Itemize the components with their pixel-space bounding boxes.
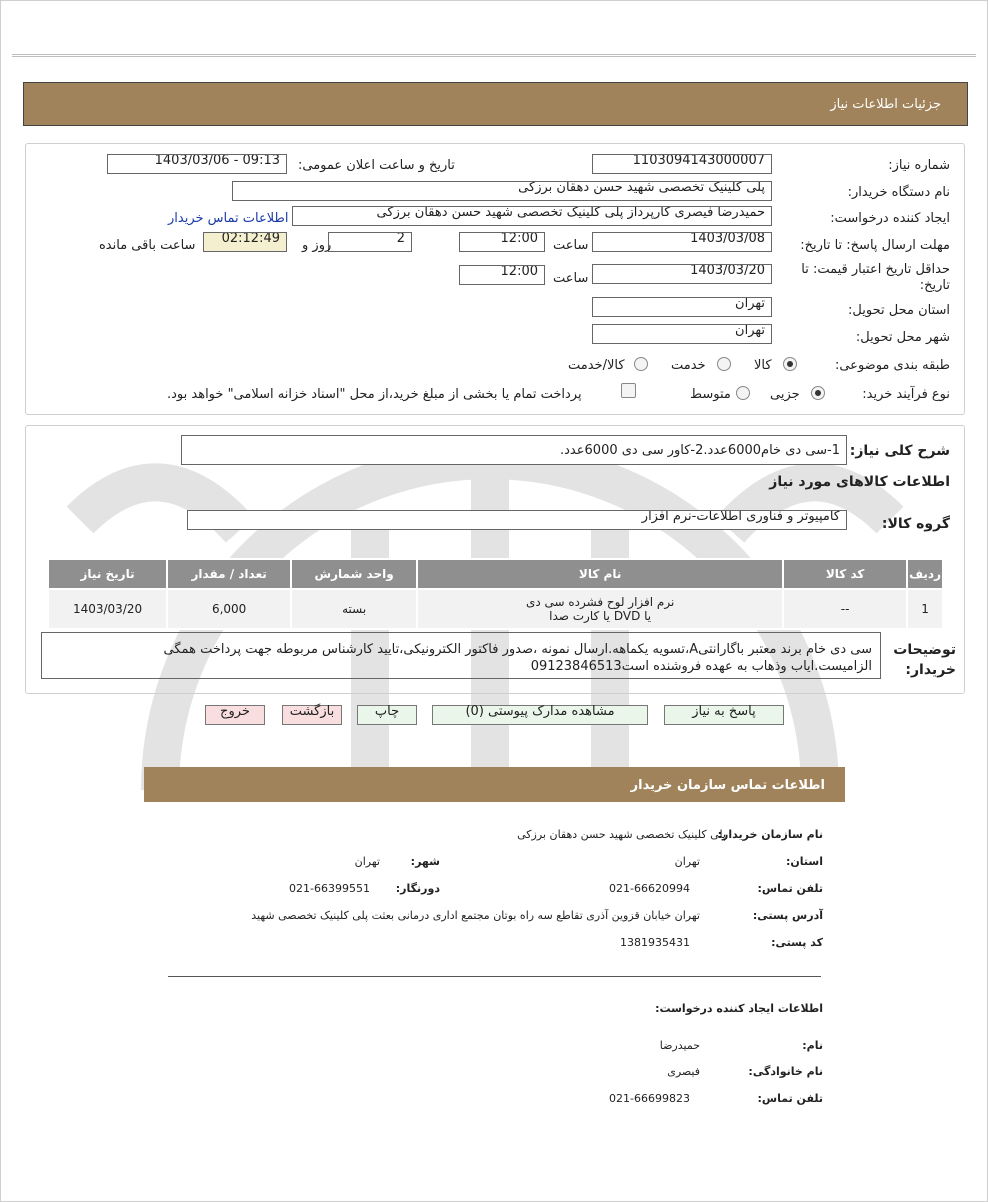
need-number-label: شماره نیاز:: [888, 158, 950, 173]
creator-name-label: نام:: [802, 1039, 823, 1052]
cell-code: --: [783, 589, 907, 629]
buyer-notes-label: توضیحات خریدار:: [893, 642, 956, 678]
process-minor-label: جزیی: [770, 387, 800, 402]
remaining-label: ساعت باقی مانده: [99, 238, 196, 253]
deadline-time-label: ساعت: [553, 238, 589, 253]
validity-date-field: 1403/03/20: [592, 264, 772, 284]
need-number-field: 1103094143000007: [592, 154, 772, 174]
back-button[interactable]: بازگشت: [282, 705, 342, 725]
attachments-button[interactable]: مشاهده مدارک پیوستی (0): [432, 705, 648, 725]
contact-title: اطلاعات تماس سازمان خریدار: [630, 778, 825, 793]
validity-time-label: ساعت: [553, 271, 589, 286]
validity-label: حداقل تاریخ اعتبار قیمت: تا تاریخ:: [801, 262, 950, 293]
buyer-org-label: نام دستگاه خریدار:: [847, 185, 950, 200]
org-label: نام سازمان خریدار:: [717, 828, 823, 841]
goods-info-title: اطلاعات کالاهای مورد نیاز: [769, 474, 950, 490]
process-medium-radio[interactable]: [736, 386, 750, 400]
creator-field: حمیدرضا فیصری کارپرداز پلی کلینیک تخصصی شهید حسن دهقان برزکی: [292, 206, 772, 226]
buyer-notes-line2: الزامیست.ایاب وذهاب به عهده فروشنده است09123846513: [530, 659, 872, 674]
col-date-header: تاریخ نیاز: [48, 559, 167, 589]
cell-date: 1403/03/20: [48, 589, 167, 629]
province-field: تهران: [592, 297, 772, 317]
org-value: پلی کلینیک تخصصی شهید حسن دهقان برزکی: [517, 828, 726, 841]
creator-phone-label: تلفن تماس:: [757, 1092, 823, 1105]
exit-button[interactable]: خروج: [205, 705, 265, 725]
col-unit-header: واحد شمارش: [291, 559, 417, 589]
page-header: [23, 82, 968, 126]
cell-name-line2: یا DVD یا کارت صدا: [549, 609, 652, 623]
category-both-radio[interactable]: [634, 357, 648, 371]
buyer-notes-line1: سی دی خام برند معتبر باگارانتیA،تسویه یکماهه.ارسال نمونه ،صدور فاکتور الکترونیکی،تایید کارشناس مربوطه جهت پرداخت همگی: [163, 642, 872, 657]
announce-field: 1403/03/06 - 09:13: [107, 154, 287, 174]
col-name-header: نام کالا: [417, 559, 783, 589]
deadline-date-field: 1403/03/08: [592, 232, 772, 252]
buyer-notes-box: [41, 632, 881, 679]
cell-qty: 6,000: [167, 589, 291, 629]
contact-province-label: استان:: [786, 855, 823, 868]
cell-unit: بسته: [291, 589, 417, 629]
contact-fax-label: دورنگار:: [395, 882, 440, 895]
col-qty-header: تعداد / مقدار: [167, 559, 291, 589]
validity-time-field: 12:00: [459, 265, 545, 285]
announce-label: تاریخ و ساعت اعلان عمومی:: [298, 158, 455, 173]
goods-table: [47, 558, 944, 630]
col-row-header: ردیف: [907, 559, 943, 589]
postal-value: 1381935431: [620, 936, 690, 949]
creator-phone-value: 021-66699823: [609, 1092, 690, 1105]
top-divider: [12, 54, 976, 57]
contact-city-value: تهران: [354, 855, 380, 868]
payment-note: پرداخت تمام یا بخشی از مبلغ خرید،از محل "اسناد خزانه اسلامی" خواهد بود.: [167, 387, 582, 402]
contact-phone-value: 021-66620994: [609, 882, 690, 895]
category-goods-label: کالا: [754, 358, 772, 373]
print-button[interactable]: چاپ: [357, 705, 417, 725]
address-label: آدرس پستی:: [752, 909, 823, 922]
creator-label: ایجاد کننده درخواست:: [830, 211, 950, 226]
creator-family-value: فیصری: [667, 1065, 700, 1078]
reply-button[interactable]: پاسخ به نیاز: [664, 705, 784, 725]
cell-name-line1: نرم افزار لوح فشرده سی دی: [525, 595, 675, 609]
treasury-checkbox[interactable]: [621, 383, 636, 398]
group-label: گروه کالا:: [881, 516, 950, 532]
category-service-label: خدمت: [671, 358, 706, 373]
creator-family-label: نام خانوادگی:: [748, 1065, 823, 1078]
category-goods-radio[interactable]: [783, 357, 797, 371]
summary-label: شرح کلی نیاز:: [849, 443, 950, 459]
process-label: نوع فرآیند خرید:: [862, 387, 950, 402]
days-label: روز و: [302, 238, 332, 253]
cell-name: [417, 589, 783, 629]
contact-province-value: تهران: [674, 855, 700, 868]
province-label: استان محل تحویل:: [848, 303, 950, 318]
city-field: تهران: [592, 324, 772, 344]
cell-row: 1: [907, 589, 943, 629]
buyer-contact-link[interactable]: اطلاعات تماس خریدار: [168, 211, 289, 226]
group-field: کامپیوتر و فناوری اطلاعات-نرم افزار: [187, 510, 847, 530]
col-code-header: کد کالا: [783, 559, 907, 589]
category-both-label: کالا/خدمت: [568, 358, 625, 373]
postal-label: کد پستی:: [771, 936, 823, 949]
contact-header: [144, 767, 845, 802]
category-service-radio[interactable]: [717, 357, 731, 371]
contact-city-label: شهر:: [410, 855, 440, 868]
buyer-org-field: پلی کلینیک تخصصی شهید حسن دهقان برزکی: [232, 181, 772, 201]
deadline-label: مهلت ارسال پاسخ: تا تاریخ:: [800, 238, 950, 253]
process-medium-label: متوسط: [690, 387, 731, 402]
summary-field: 1-سی دی خام6000عدد.2-کاور سی دی 6000عدد.: [181, 435, 847, 465]
contact-divider: [168, 976, 821, 977]
city-label: شهر محل تحویل:: [855, 330, 950, 345]
contact-phone-label: تلفن تماس:: [757, 882, 823, 895]
days-field: 2: [328, 232, 412, 252]
contact-fax-value: 021-66399551: [289, 882, 370, 895]
creator-info-title: اطلاعات ایجاد کننده درخواست:: [655, 1002, 823, 1015]
address-value: تهران خیابان قزوین آذری تقاطع سه راه بوتان مجتمع اداری درمانی بعثت پلی کلینیک تخصصی شهید: [251, 909, 700, 922]
category-label: طبقه بندی موضوعی:: [834, 358, 950, 373]
process-minor-radio[interactable]: [811, 386, 825, 400]
page-title: جزئیات اطلاعات نیاز: [830, 97, 941, 112]
table-row: [48, 589, 943, 629]
remaining-time-field: 02:12:49: [203, 232, 287, 252]
deadline-time-field: 12:00: [459, 232, 545, 252]
creator-name-value: حمیدرضا: [659, 1039, 700, 1052]
